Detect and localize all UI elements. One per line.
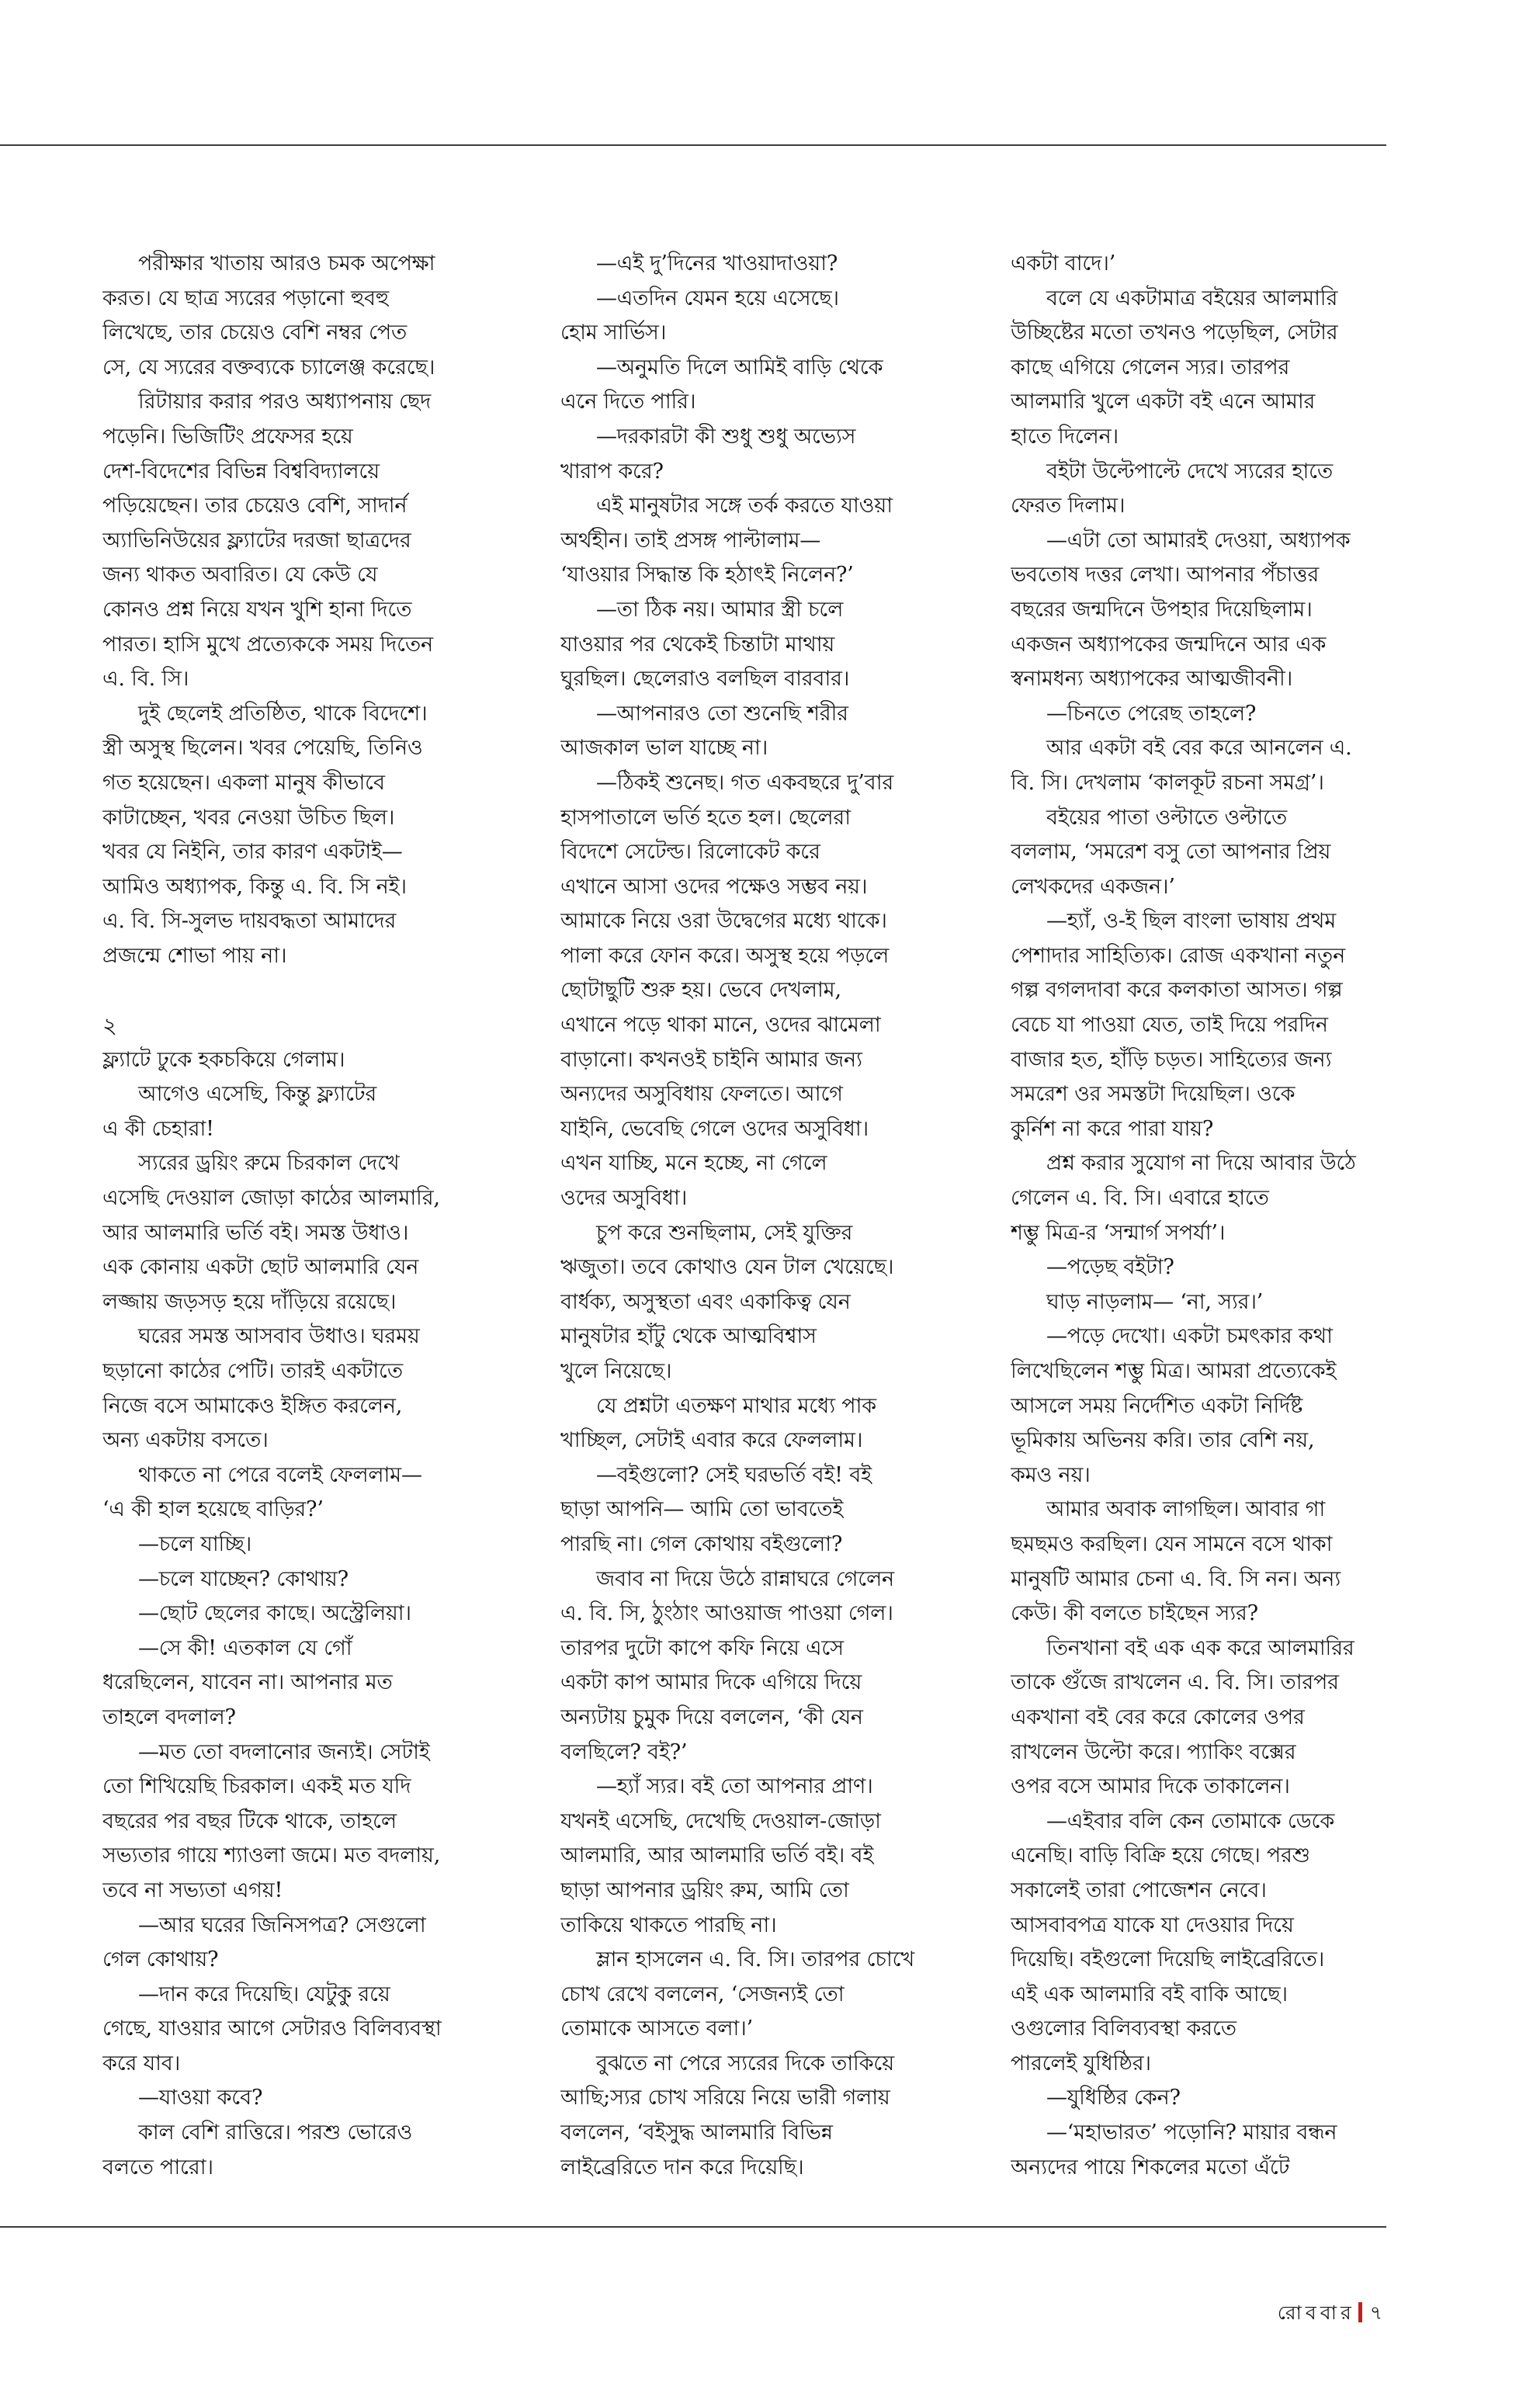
text-line: —যুধিষ্ঠির কেন? bbox=[1046, 2086, 1181, 2110]
text-line: কমও নয়। bbox=[1011, 1462, 1091, 1487]
text-line: স্যরের ড্রয়িং রুমে চিরকাল দেখে bbox=[138, 1151, 400, 1176]
text-line: এখন যাচ্ছি, মনে হচ্ছে, না গেলে bbox=[560, 1151, 827, 1176]
bottom-rule bbox=[0, 2226, 1386, 2228]
text-line: ঘাড় নাড়লাম— ‘না, স্যর।’ bbox=[1046, 1289, 1264, 1314]
text-line: —হ্যাঁ স্যর। বই তো আপনার প্রাণ। bbox=[596, 1774, 873, 1799]
text-line: পড়িয়েছেন। তার চেয়েও বেশি, সাদার্ন bbox=[102, 494, 408, 518]
text-line: ভূমিকায় অভিনয় করি। তার বেশি নয়, bbox=[1011, 1428, 1315, 1453]
text-line: বছরের জন্মদিনে উপহার দিয়েছিলাম। bbox=[1011, 597, 1313, 622]
text-line: —দান করে দিয়েছি। যেটুকু রয়ে bbox=[138, 1982, 390, 2006]
text-line: পালা করে ফোন করে। অসুস্থ হয়ে পড়লে bbox=[560, 943, 890, 968]
text-line: এ কী চেহারা! bbox=[102, 1116, 214, 1141]
text-line: ছাড়া আপনি— আমি তো ভাবতেই bbox=[560, 1497, 844, 1522]
text-line: যাইনি, ভেবেছি গেলে ওদের অসুবিধা। bbox=[560, 1116, 869, 1141]
text-line: —অনুমতি দিলে আমিই বাড়ি থেকে bbox=[596, 355, 883, 380]
text-line: পেশাদার সাহিত্যিক। রোজ একখানা নতুন bbox=[1011, 943, 1346, 968]
text-line: —ছোট ছেলের কাছে। অস্ট্রেলিয়া। bbox=[138, 1601, 411, 1626]
text-line: আগেও এসেছি, কিন্তু ফ্ল্যাটের bbox=[138, 1082, 377, 1107]
text-line: বি. সি। দেখলাম ‘কালকূট রচনা সমগ্র’। bbox=[1011, 770, 1324, 795]
text-line: —দরকারটা কী শুধু শুধু অভ্যেস bbox=[596, 424, 856, 449]
text-line: তো শিখিয়েছি চিরকাল। একই মত যদি bbox=[102, 1774, 411, 1799]
text-line: আলমারি খুলে একটা বই এনে আমার bbox=[1011, 390, 1316, 414]
text-line: ভবতোষ দত্তর লেখা। আপনার পঁচাত্তর bbox=[1011, 563, 1320, 588]
text-line: বলতে পারো। bbox=[102, 2155, 213, 2180]
text-line: বছরের পর বছর টিকে থাকে, তাহলে bbox=[102, 1809, 397, 1833]
text-line: গেলেন এ. বি. সি। এবারে হাতে bbox=[1011, 1186, 1269, 1211]
text-line: পারলেই যুধিষ্ঠির। bbox=[1011, 2051, 1151, 2076]
text-line: ঘুরছিল। ছেলেরাও বলছিল বারবার। bbox=[560, 667, 850, 692]
text-line: বার্ধক্য, অসুস্থতা এবং একাকিত্ব যেন bbox=[560, 1289, 851, 1314]
text-line: ওগুলোর বিলিব্যবস্থা করতে bbox=[1011, 2017, 1237, 2041]
text-line: একটা কাপ আমার দিকে এগিয়ে দিয়ে bbox=[560, 1670, 862, 1695]
text-line: ছাড়া আপনার ড্রয়িং রুম, আমি তো bbox=[560, 1878, 849, 1902]
text-line: লেখকদের একজন।’ bbox=[1011, 874, 1175, 899]
text-line: ছড়ানো কাঠের পেটি। তারই একটাতে bbox=[102, 1359, 403, 1383]
text-line: বললেন, ‘বইসুদ্ধ আলমারি বিভিন্ন bbox=[560, 2121, 833, 2145]
text-line: ছোটাছুটি শুরু হয়। ভেবে দেখলাম, bbox=[560, 978, 841, 1003]
text-line: বাজার হত, হাঁড়ি চড়ত। সাহিত্যের জন্য bbox=[1011, 1047, 1332, 1072]
text-line: যাওয়ার পর থেকেই চিন্তাটা মাথায় bbox=[560, 632, 835, 657]
text-line: রিটায়ার করার পরও অধ্যাপনায় ছেদ bbox=[138, 390, 432, 414]
text-line: একজন অধ্যাপকের জন্মদিনে আর এক bbox=[1011, 632, 1327, 657]
text-line: দিয়েছি। বইগুলো দিয়েছি লাইব্রেরিতে। bbox=[1011, 1947, 1325, 1972]
text-line: বাড়ানো। কখনওই চাইনি আমার জন্য bbox=[560, 1047, 862, 1072]
text-line: রাখলেন উল্টো করে। প্যাকিং বক্সের bbox=[1011, 1739, 1296, 1764]
text-line: এ. বি. সি-সুলভ দায়বদ্ধতা আমাদের bbox=[102, 909, 397, 934]
section-heading: ২ bbox=[102, 1012, 117, 1039]
text-line: —এইবার বলি কেন তোমাকে ডেকে bbox=[1046, 1809, 1335, 1833]
text-line: খারাপ করে? bbox=[560, 459, 664, 484]
text-line: গেল কোথায়? bbox=[102, 1947, 219, 1972]
text-line: অন্য একটায় বসতে। bbox=[102, 1428, 269, 1453]
text-line: হোম সার্ভিস। bbox=[560, 321, 667, 345]
text-line: তাহলে বদলাল? bbox=[102, 1705, 236, 1729]
text-line: খুলে নিয়েছে। bbox=[560, 1359, 672, 1383]
text-line: ছমছমও করছিল। যেন সামনে বসে থাকা bbox=[1011, 1531, 1333, 1556]
text-line: ‘যাওয়ার সিদ্ধান্ত কি হঠাৎই নিলেন?’ bbox=[560, 563, 854, 588]
text-line: —আর ঘরের জিনিসপত্র? সেগুলো bbox=[138, 1913, 426, 1937]
text-line: আছি;স্যর চোখ সরিয়ে নিয়ে ভারী গলায় bbox=[560, 2086, 890, 2110]
text-line: করত। যে ছাত্র স্যরের পড়ানো হুবহু bbox=[102, 286, 389, 310]
text-line: প্রজন্মে শোভা পায় না। bbox=[102, 943, 287, 968]
text-line: গেছে, যাওয়ার আগে সেটারও বিলিব্যবস্থা bbox=[102, 2017, 442, 2041]
text-line: অন্যদের পায়ে শিকলের মতো এঁটে bbox=[1011, 2155, 1290, 2180]
text-line: আর একটা বই বের করে আনলেন এ. bbox=[1046, 736, 1352, 761]
text-line: কুর্নিশ না করে পারা যায়? bbox=[1011, 1116, 1214, 1141]
text-line: প্রশ্ন করার সুযোগ না দিয়ে আবার উঠে bbox=[1046, 1151, 1356, 1176]
text-line: বললাম, ‘সমরেশ বসু তো আপনার প্রিয় bbox=[1011, 840, 1331, 865]
text-line: —চিনতে পেরেছ তাহলে? bbox=[1046, 701, 1257, 726]
text-line: তারপর দুটো কাপে কফি নিয়ে এসে bbox=[560, 1635, 844, 1660]
text-line: তোমাকে আসতে বলা।’ bbox=[560, 2017, 754, 2041]
text-line: অ্যাভিনিউয়ের ফ্ল্যাটের দরজা ছাত্রদের bbox=[102, 528, 411, 553]
text-line: দুই ছেলেই প্রতিষ্ঠিত, থাকে বিদেশে। bbox=[138, 701, 428, 726]
text-line: এনেছি। বাড়ি বিক্রি হয়ে গেছে। পরশু bbox=[1011, 1843, 1310, 1868]
text-line: ওদের অসুবিধা। bbox=[560, 1186, 688, 1211]
text-line: এখানে আসা ওদের পক্ষেও সম্ভব নয়। bbox=[560, 874, 868, 899]
text-line: সকালেই তারা পোজেশন নেবে। bbox=[1011, 1878, 1267, 1902]
text-line: আজকাল ভাল যাচ্ছে না। bbox=[560, 736, 768, 761]
text-line: বুঝতে না পেরে স্যরের দিকে তাকিয়ে bbox=[596, 2051, 894, 2076]
text-line: হাতে দিলেন। bbox=[1011, 424, 1119, 449]
text-line: এই এক আলমারি বই বাকি আছে। bbox=[1011, 1982, 1288, 2006]
text-line: মানুষটি আমার চেনা এ. বি. সি নন। অন্য bbox=[1011, 1566, 1341, 1591]
text-line: বলছিলে? বই?’ bbox=[560, 1739, 688, 1764]
text-line: ধরেছিলেন, যাবেন না। আপনার মত bbox=[102, 1670, 393, 1695]
text-line: —পড়েছ বইটা? bbox=[1046, 1255, 1174, 1280]
text-line: হাসপাতালে ভর্তি হতে হল। ছেলেরা bbox=[560, 805, 851, 830]
text-line: বলে যে একটামাত্র বইয়ের আলমারি bbox=[1046, 286, 1338, 310]
text-line: মানুষটার হাঁটু থেকে আত্মবিশ্বাস bbox=[560, 1324, 817, 1349]
text-line: স্ত্রী অসুস্থ ছিলেন। খবর পেয়েছি, তিনিও bbox=[102, 736, 423, 761]
text-line: আমিও অধ্যাপক, কিন্তু এ. বি. সি নই। bbox=[102, 874, 407, 899]
text-line: —এই দু’দিনের খাওয়াদাওয়া? bbox=[596, 251, 838, 276]
text-line: —চলে যাচ্ছেন? কোথায়? bbox=[138, 1566, 349, 1591]
text-line: অন্যদের অসুবিধায় ফেলতে। আগে bbox=[560, 1082, 843, 1107]
text-line: পারত। হাসি মুখে প্রত্যেককে সময় দিতেন bbox=[102, 632, 433, 657]
text-line: ঘরের সমস্ত আসবাব উধাও। ঘরময় bbox=[138, 1324, 420, 1349]
text-line: পারছি না। গেল কোথায় বইগুলো? bbox=[560, 1531, 843, 1556]
text-line: ফেরত দিলাম। bbox=[1011, 494, 1126, 518]
text-line: —পড়ে দেখো। একটা চমৎকার কথা bbox=[1046, 1324, 1333, 1349]
text-line: শম্ভু মিত্র-র ‘সন্মার্গ সপর্যা’। bbox=[1011, 1220, 1226, 1245]
text-line: বিদেশে সেটেল্ড। রিলোকেট করে bbox=[560, 840, 820, 865]
text-line: —হ্যাঁ, ও-ই ছিল বাংলা ভাষায় প্রথম bbox=[1046, 909, 1337, 934]
text-column-2 bbox=[560, 247, 995, 2185]
text-line: —এতদিন যেমন হয়ে এসেছে। bbox=[596, 286, 839, 310]
footer-divider bbox=[1358, 2302, 1362, 2322]
text-line: গল্প বগলদাবা করে কলকাতা আসত। গল্প bbox=[1011, 978, 1343, 1003]
text-line: আসলে সময় নির্দেশিত একটা নির্দিষ্ট bbox=[1011, 1393, 1303, 1418]
text-line: ম্লান হাসলেন এ. বি. সি। তারপর চোখে bbox=[596, 1947, 914, 1972]
text-line: ঋজুতা। তবে কোথাও যেন টাল খেয়েছে। bbox=[560, 1255, 894, 1280]
page-footer bbox=[1211, 2298, 1386, 2331]
text-line: —এটা তো আমারই দেওয়া, অধ্যাপক bbox=[1046, 528, 1351, 553]
text-line: যে প্রশ্নটা এতক্ষণ মাথার মধ্যে পাক bbox=[596, 1393, 876, 1418]
top-rule bbox=[0, 144, 1386, 146]
text-line: আমাকে নিয়ে ওরা উদ্বেগের মধ্যে থাকে। bbox=[560, 909, 887, 934]
text-line: এনে দিতে পারি। bbox=[560, 390, 696, 414]
text-line: অন্যটায় চুমুক দিয়ে বললেন, ‘কী যেন bbox=[560, 1705, 863, 1729]
text-column-1 bbox=[102, 247, 537, 2185]
text-line: কাটাচ্ছেন, খবর নেওয়া উচিত ছিল। bbox=[102, 805, 395, 830]
text-line: —সে কী! এতকাল যে গোঁ bbox=[138, 1635, 352, 1660]
text-line: চুপ করে শুনছিলাম, সেই যুক্তির bbox=[596, 1220, 853, 1245]
text-line: —চলে যাচ্ছি। bbox=[138, 1531, 252, 1556]
text-line: সভ্যতার গায়ে শ্যাওলা জমে। মত বদলায়, bbox=[102, 1843, 441, 1868]
text-line: খাচ্ছিল, সেটাই এবার করে ফেললাম। bbox=[560, 1428, 863, 1453]
text-line: কেউ। কী বলতে চাইছেন স্যর? bbox=[1011, 1601, 1258, 1626]
text-line: স্বনামধন্য অধ্যাপকের আত্মজীবনী। bbox=[1011, 667, 1293, 692]
text-line: দেশ-বিদেশের বিভিন্ন বিশ্ববিদ্যালয়ে bbox=[102, 459, 380, 484]
text-line: সমরেশ ওর সমস্তটা দিয়েছিল। ওকে bbox=[1011, 1082, 1295, 1107]
text-line: নিজে বসে আমাকেও ইঙ্গিত করলেন, bbox=[102, 1393, 403, 1418]
text-line: তাকিয়ে থাকতে পারছি না। bbox=[560, 1913, 777, 1937]
text-line: ‘এ কী হাল হয়েছে বাড়ির?’ bbox=[102, 1497, 324, 1522]
text-line: একটা বাদে।’ bbox=[1011, 251, 1116, 276]
text-line: খবর যে নিইনি, তার কারণ একটাই— bbox=[102, 840, 403, 865]
text-line: —যাওয়া কবে? bbox=[138, 2086, 263, 2110]
text-line: পড়েনি। ভিজিটিং প্রফেসর হয়ে bbox=[102, 424, 353, 449]
text-line: পরীক্ষার খাতায় আরও চমক অপেক্ষা bbox=[138, 251, 435, 276]
text-line: আর আলমারি ভর্তি বই। সমস্ত উধাও। bbox=[102, 1220, 409, 1245]
text-line: তিনখানা বই এক এক করে আলমারির bbox=[1046, 1635, 1354, 1660]
text-line: এখানে পড়ে থাকা মানে, ওদের ঝামেলা bbox=[560, 1013, 881, 1038]
text-line: লিখেছিলেন শম্ভু মিত্র। আমরা প্রত্যেকেই bbox=[1011, 1359, 1337, 1383]
text-line: তাকে গুঁজে রাখলেন এ. বি. সি। তারপর bbox=[1011, 1670, 1339, 1695]
text-line: বেচে যা পাওয়া যেত, তাই দিয়ে পরদিন bbox=[1011, 1013, 1328, 1038]
text-line: ওপর বসে আমার দিকে তাকালেন। bbox=[1011, 1774, 1290, 1799]
text-line: বইয়ের পাতা ওল্টাতে ওল্টাতে bbox=[1046, 805, 1288, 830]
text-line: জন্য থাকত অবারিত। যে কেউ যে bbox=[102, 563, 378, 588]
text-line: তবে না সভ্যতা এগয়! bbox=[102, 1878, 283, 1902]
text-line: এক কোনায় একটা ছোট আলমারি যেন bbox=[102, 1255, 419, 1280]
text-line: —মত তো বদলানোর জন্যই। সেটাই bbox=[138, 1739, 430, 1764]
text-line: এ. বি. সি, ঠুংঠাং আওয়াজ পাওয়া গেল। bbox=[560, 1601, 893, 1626]
text-line: লিখেছে, তার চেয়েও বেশি নম্বর পেত bbox=[102, 321, 408, 345]
text-line: এই মানুষটার সঙ্গে তর্ক করতে যাওয়া bbox=[596, 494, 893, 518]
text-line: অর্থহীন। তাই প্রসঙ্গ পাল্টালাম— bbox=[560, 528, 821, 553]
text-column-3 bbox=[1011, 247, 1445, 2185]
text-line: —‘মহাভারত’ পড়োনি? মায়ার বন্ধন bbox=[1046, 2121, 1337, 2145]
text-line: গত হয়েছেন। একলা মানুষ কীভাবে bbox=[102, 770, 385, 795]
text-line: লাইব্রেরিতে দান করে দিয়েছি। bbox=[560, 2155, 804, 2180]
text-line: আলমারি, আর আলমারি ভর্তি বই। বই bbox=[560, 1843, 874, 1868]
text-line bbox=[102, 973, 537, 1008]
text-line: কাল বেশি রাত্তিরে। পরশু ভোরেও bbox=[138, 2121, 413, 2145]
text-line: কোনও প্রশ্ন নিয়ে যখন খুশি হানা দিতে bbox=[102, 597, 412, 622]
text-line: সে, যে স্যরের বক্তব্যকে চ্যালেঞ্জ করেছে। bbox=[102, 355, 435, 380]
text-line: বইটা উল্টেপাল্টে দেখে স্যরের হাতে bbox=[1046, 459, 1334, 484]
text-line: করে যাব। bbox=[102, 2051, 181, 2076]
text-line: —আপনারও তো শুনেছি শরীর bbox=[596, 701, 848, 726]
text-line: ফ্ল্যাটে ঢুকে হকচকিয়ে গেলাম। bbox=[102, 1047, 345, 1072]
text-line: এসেছি দেওয়াল জোড়া কাঠের আলমারি, bbox=[102, 1186, 440, 1211]
text-line: থাকতে না পেরে বলেই ফেললাম— bbox=[138, 1462, 422, 1487]
text-line: এ. বি. সি। bbox=[102, 667, 189, 692]
text-line: আসবাবপত্র যাকে যা দেওয়ার দিয়ে bbox=[1011, 1913, 1294, 1937]
text-line: একখানা বই বের করে কোলের ওপর bbox=[1011, 1705, 1305, 1729]
text-line: —তা ঠিক নয়। আমার স্ত্রী চলে bbox=[596, 597, 844, 622]
text-line: চোখ রেখে বললেন, ‘সেজন্যই তো bbox=[560, 1982, 845, 2006]
text-line: —বইগুলো? সেই ঘরভর্তি বই! বই bbox=[596, 1462, 872, 1487]
magazine-name: রোববার bbox=[1277, 2301, 1355, 2324]
text-line: উচ্ছিষ্টের মতো তখনও পড়েছিল, সেটার bbox=[1011, 321, 1338, 345]
text-line: কাছে এগিয়ে গেলেন স্যর। তারপর bbox=[1011, 355, 1290, 380]
text-line: —ঠিকই শুনেছ। গত একবছরে দু’বার bbox=[596, 770, 893, 795]
page-number: ৭ bbox=[1369, 2301, 1386, 2324]
text-line: আমার অবাক লাগছিল। আবার গা bbox=[1046, 1497, 1326, 1522]
text-line: যখনই এসেছি, দেখেছি দেওয়াল-জোড়া bbox=[560, 1809, 881, 1833]
text-line: লজ্জায় জড়সড় হয়ে দাঁড়িয়ে রয়েছে। bbox=[102, 1289, 397, 1314]
text-line: জবাব না দিয়ে উঠে রান্নাঘরে গেলেন bbox=[596, 1566, 894, 1591]
